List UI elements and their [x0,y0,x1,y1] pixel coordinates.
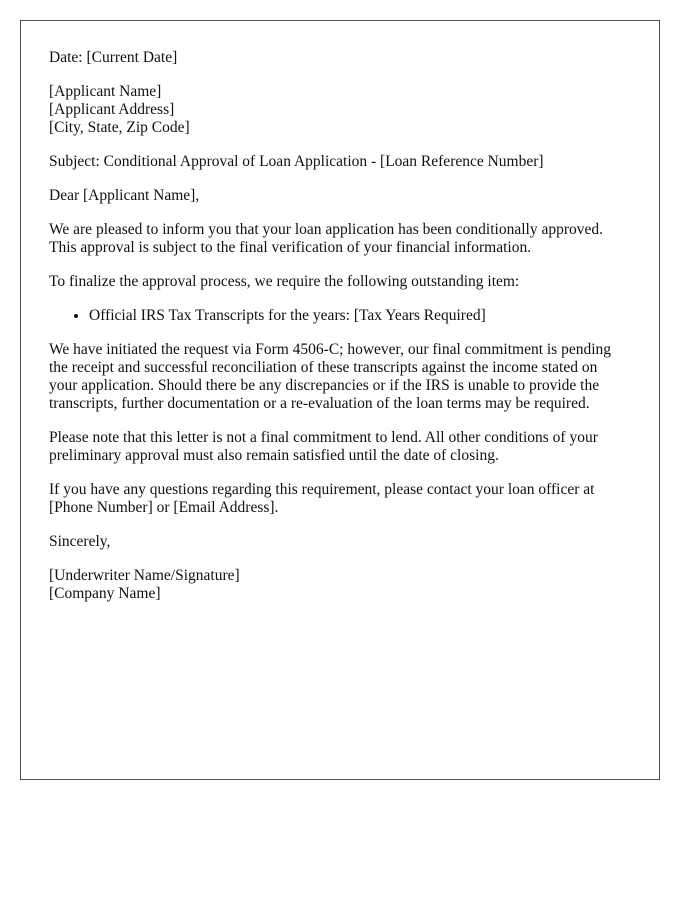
contact-line-2: [Phone Number] or [Email Address]. [49,499,279,516]
recipient-block [49,83,631,137]
outstanding-items-list [49,307,631,325]
signature-name: [Underwriter Name/Signature] [49,567,240,584]
recipient-address: [Applicant Address] [49,101,175,118]
note-line-1: Please note that this letter is not a final commitment to lend. All other conditions of your [49,429,598,446]
requirement-intro: To finalize the approval process, we require the following outstanding item: [49,273,520,290]
recipient-name: [Applicant Name] [49,83,162,100]
form-paragraph [49,341,631,413]
note-paragraph [49,429,631,465]
contact-line-1: If you have any questions regarding this requirement, please contact your loan officer at [49,481,595,498]
approval-line-1: We are pleased to inform you that your loan application has been conditionally approved. [49,221,603,238]
closing: Sincerely, [49,533,111,550]
date-line: Date: [Current Date] [49,49,178,66]
list-item: • Official IRS Tax Transcripts for the years: [Tax Years Required] [89,307,631,325]
form-line-1: We have initiated the request via Form 4506-C; however, our final commitment is pending [49,341,612,358]
form-line-2: the receipt and successful reconciliation of these transcripts against the income stated on [49,359,598,376]
contact-paragraph [49,481,631,517]
approval-paragraph [49,221,631,257]
note-line-2: preliminary approval must also remain satisfied until the date of closing. [49,447,499,464]
signature-company: [Company Name] [49,585,161,602]
form-line-3: your application. Should there be any discrepancies or if the IRS is unable to provide the [49,377,600,394]
letter-page [20,20,660,780]
form-line-4: transcripts, further documentation or a re-evaluation of the loan terms may be required. [49,395,590,412]
recipient-city: [City, State, Zip Code] [49,119,190,136]
salutation: Dear [Applicant Name], [49,187,200,204]
subject-line: Subject: Conditional Approval of Loan Application - [Loan Reference Number] [49,153,544,170]
signature-block [49,567,631,603]
approval-line-2: This approval is subject to the final verification of your financial information. [49,239,532,256]
